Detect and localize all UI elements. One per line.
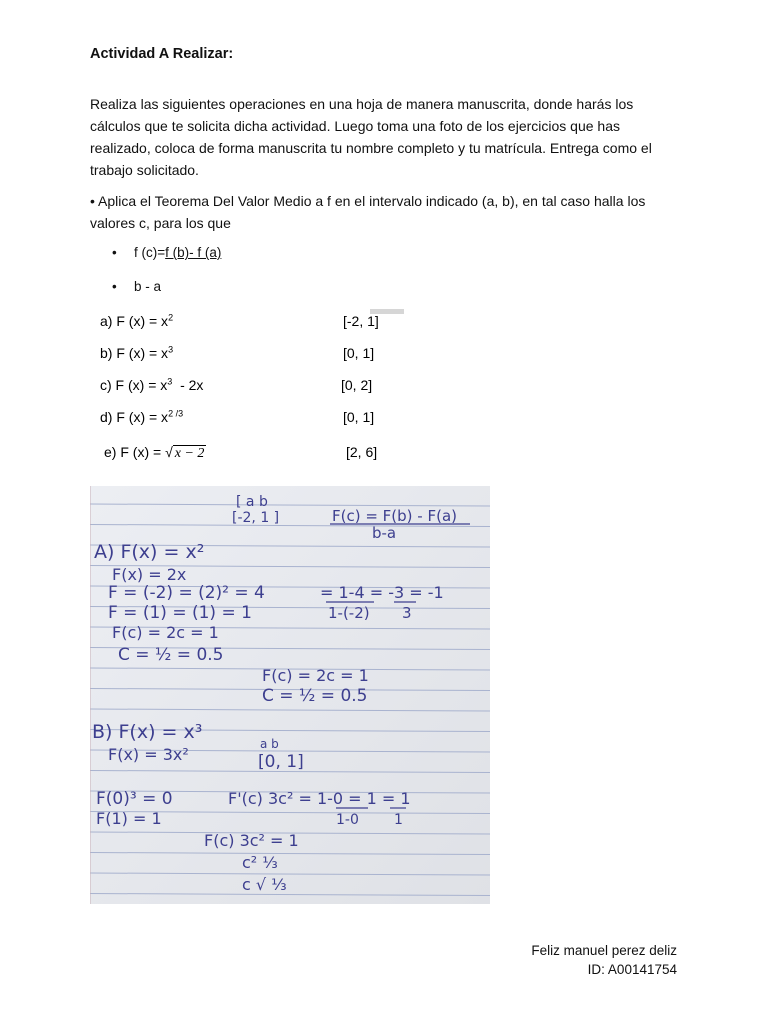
svg-text:F(x) = 3x²: F(x) = 3x²: [108, 745, 189, 764]
interval-d: [0, 1]: [343, 409, 375, 425]
svg-text:F = (1) = (1) = 1: F = (1) = (1) = 1: [108, 603, 252, 623]
svg-text:F(c) = 2c = 1: F(c) = 2c = 1: [262, 666, 369, 685]
svg-text:b-a: b-a: [372, 524, 397, 542]
bullet-dot-icon: •: [112, 245, 117, 260]
student-name: Feliz manuel perez deliz: [531, 943, 677, 958]
svg-text:F'(c) 3c² = 1-0 = 1 = 1: F'(c) 3c² = 1-0 = 1 = 1: [228, 789, 411, 808]
svg-text:c √ ⅓: c √ ⅓: [242, 875, 287, 894]
interval-b: [0, 1]: [343, 345, 375, 361]
interval-c: [0, 2]: [341, 377, 373, 393]
bullet-dot-icon: •: [112, 279, 117, 294]
svg-text:= 1-4 = -3 = -1: = 1-4 = -3 = -1: [320, 583, 444, 602]
instructions-paragraph: Realiza las siguientes operaciones en una hoja de manera manuscrita, donde harás los cálculos que te solicita dicha actividad. Luego toma una foto de los ejercicios que has realizado, coloca de forma manuscrita tu nombre completo y tu matrícula. Entrega como el trabajo solicitado.: [90, 96, 652, 178]
theorem-instruction: • Aplica el Teorema Del Valor Medio a f en el intervalo indicado (a, b), en tal caso halla los valores c, para los que: [90, 193, 646, 231]
formula-numerator-item: [112, 245, 221, 260]
svg-text:B) F(x) = x³: B) F(x) = x³: [92, 721, 203, 743]
svg-text:F(c) 3c² = 1: F(c) 3c² = 1: [204, 831, 299, 850]
svg-text:F(c) = F(b) - F(a): F(c) = F(b) - F(a): [332, 507, 458, 525]
document-page: Actividad A Realizar: Realiza las siguientes operaciones en una hoja de manera manuscrita, donde harás los cálculos que te solicita dicha actividad. Luego toma una foto de los ejercicios que has realizado, coloca de forma manuscrita tu nombre completo y tu matrícula. Entrega como el trabajo solicitado. • Aplica el Teorema Del Valor Medio a f en el intervalo indicado (a, b), en tal caso halla los valores c, para los que • f (c)=f (b)- f (a) • b - a a) F $(x) = x^2$ [-2, 1] b) F $(x) = x^3$ [0, 1] c) F $(x) = x^3 - 2x$ [0, 2] d) F $(x) = x^{2 /3}$ [0, 1] e) F (x) = √ x − 2 [2, 6] [ a b [-2, 1 ] F(c) = F(b) - F(a) b-a A) F(x) = x² F(x) = 2x F = (-2) = (2)² = 4 F = (1) = (1) = 1 F(c) = 2c = 1 C = ½ = 0.5 = 1-4 = -3 = -1 1-(-2) 3 F(c) = 2c = 1 C = ½ = 0.5 B) F(x) = x³ F(x) = 3x² a b [0, 1] F(0)³ = 0 F(1) = 1 F'(c) 3c² = 1-0 = 1 = 1 1-0 1 F(c) 3c² = 1 c² ⅓ c √ ⅓ Feliz manuel perez deliz ID: A00141754: [0, 0, 768, 1024]
interval-a: [-2, 1]: [343, 313, 379, 329]
formula-denominator-item: [112, 279, 161, 294]
student-signature: [531, 941, 677, 979]
student-id: ID: A00141754: [587, 962, 677, 977]
svg-text:F = (-2) = (2)² = 4: F = (-2) = (2)² = 4: [108, 583, 265, 603]
notebook-paper-drawing: [90, 486, 490, 904]
svg-text:[0, 1]: [0, 1]: [258, 752, 304, 772]
sqrt-icon: √: [165, 444, 173, 460]
formula-numerator: f (b)- f (a): [165, 245, 222, 260]
svg-text:1: 1: [394, 812, 403, 828]
svg-text:F(1) = 1: F(1) = 1: [96, 809, 162, 828]
formula-denominator: b - a: [134, 279, 162, 294]
svg-text:[ a b: [ a b: [236, 494, 268, 510]
svg-text:F(0)³ = 0: F(0)³ = 0: [96, 789, 173, 809]
svg-text:C = ½ = 0.5: C = ½ = 0.5: [262, 686, 368, 706]
formula-prefix: f (c)=: [134, 245, 166, 260]
svg-text:1-0: 1-0: [336, 812, 359, 828]
svg-text:c² ⅓: c² ⅓: [242, 853, 278, 872]
svg-text:F(x) = 2x: F(x) = 2x: [112, 565, 187, 584]
svg-text:a b: a b: [260, 737, 279, 751]
interval-e: [2, 6]: [346, 444, 378, 460]
svg-text:3: 3: [402, 604, 412, 622]
handwritten-work-photo: [90, 486, 490, 904]
svg-text:F(c) = 2c = 1: F(c) = 2c = 1: [112, 623, 219, 642]
svg-text:A) F(x) = x²: A) F(x) = x²: [94, 541, 205, 563]
activity-title: Actividad A Realizar:: [90, 46, 234, 62]
svg-text:[-2, 1 ]: [-2, 1 ]: [232, 510, 280, 526]
svg-text:1-(-2): 1-(-2): [328, 604, 370, 622]
svg-text:C = ½ = 0.5: C = ½ = 0.5: [118, 645, 224, 665]
